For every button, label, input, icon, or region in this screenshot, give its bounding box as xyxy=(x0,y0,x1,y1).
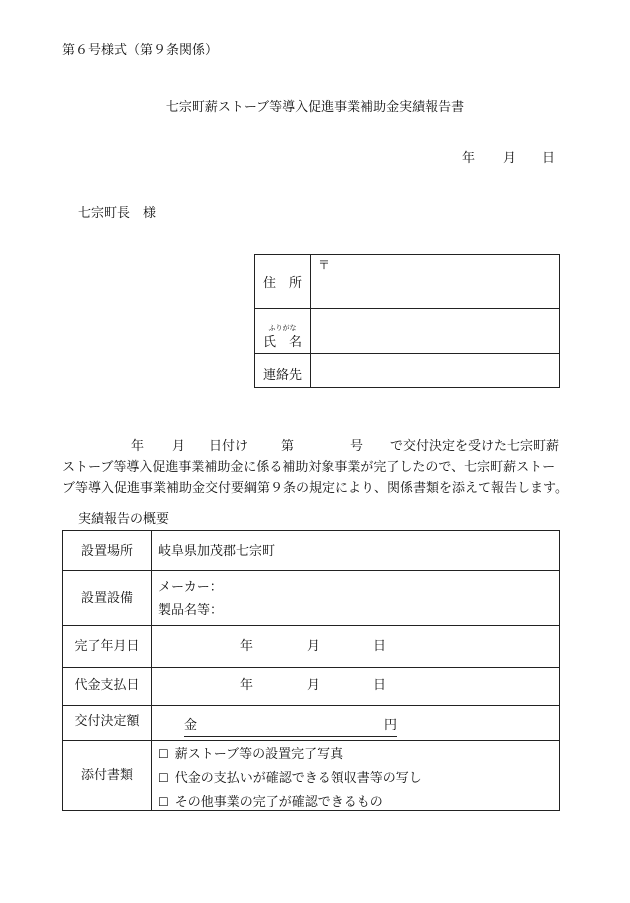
completion-date-label: 完了年月日 xyxy=(74,639,140,654)
payment-year: 年 xyxy=(240,678,254,693)
product-label: 製品名等： xyxy=(158,603,224,618)
overview-table xyxy=(62,530,560,811)
completion-month: 月 xyxy=(307,639,321,654)
row-divider xyxy=(63,667,559,668)
overview-section-label: 実績報告の概要 xyxy=(78,512,170,527)
row-divider xyxy=(63,705,559,706)
attachment-item-label: 薪ストーブ等の設置完了写真 xyxy=(174,747,344,762)
checkbox-icon[interactable]: ☐ xyxy=(158,771,169,785)
contact-label: 連絡先 xyxy=(262,368,302,383)
grant-amount-field[interactable] xyxy=(184,722,397,737)
body-line-2: ストーブ等導入促進事業補助金に係る補助対象事業が完了したので、七宗町薪ストー xyxy=(62,460,556,475)
contact-field[interactable] xyxy=(311,354,559,387)
completion-year: 年 xyxy=(240,639,254,654)
location-label: 設置場所 xyxy=(80,544,133,559)
document-title: 七宗町薪ストーブ等導入促進事業補助金実績報告書 xyxy=(165,100,465,115)
attachment-item xyxy=(158,796,383,809)
equipment-label: 設置設備 xyxy=(80,591,133,606)
checkbox-icon[interactable]: ☐ xyxy=(158,747,169,761)
date-year-label: 年 xyxy=(462,151,476,166)
attachment-item-label: その他事業の完了が確認できるもの xyxy=(174,795,383,810)
body-dated: 日付け xyxy=(209,439,249,454)
attachment-item xyxy=(158,748,343,761)
body-line-3: ブ等導入促進事業補助金交付要綱第９条の規定により、関係書類を添えて報告します。 xyxy=(62,481,568,496)
form-number: 第６号様式（第９条関係） xyxy=(62,43,219,58)
yen-label: 円 xyxy=(384,718,398,733)
name-label: 氏 名 xyxy=(262,335,302,350)
applicant-info-table xyxy=(254,254,560,388)
body-month: 月 xyxy=(172,439,186,454)
location-value: 岐阜県加茂郡七宗町 xyxy=(158,544,276,559)
kin-label: 金 xyxy=(184,718,198,733)
postal-mark: 〒 xyxy=(318,258,331,272)
column-divider xyxy=(151,531,152,810)
checkbox-icon[interactable]: ☐ xyxy=(158,795,169,809)
completion-day: 日 xyxy=(373,639,387,654)
address-field[interactable] xyxy=(311,255,559,307)
body-year: 年 xyxy=(131,439,145,454)
body-rest: で交付決定を受けた七宗町薪 xyxy=(390,439,560,454)
attachment-item xyxy=(158,772,422,785)
addressee: 七宗町長 様 xyxy=(78,206,157,221)
name-field[interactable] xyxy=(311,309,559,352)
date-month-label: 月 xyxy=(503,151,517,166)
payment-date-label: 代金支払日 xyxy=(74,678,140,693)
date-day-label: 日 xyxy=(542,151,556,166)
body-go: 号 xyxy=(350,439,364,454)
row-divider xyxy=(63,740,559,741)
maker-label: メーカー： xyxy=(158,580,223,595)
row-divider xyxy=(63,570,559,571)
body-dai: 第 xyxy=(281,439,295,454)
address-label: 住 所 xyxy=(262,276,302,291)
furigana-label: ふりがな xyxy=(268,324,297,332)
grant-amount-label: 交付決定額 xyxy=(74,714,140,729)
payment-month: 月 xyxy=(307,678,321,693)
payment-day: 日 xyxy=(373,678,387,693)
attachment-item-label: 代金の支払いが確認できる領収書等の写し xyxy=(174,771,422,786)
attachments-label: 添付書類 xyxy=(80,768,133,783)
row-divider xyxy=(63,625,559,626)
